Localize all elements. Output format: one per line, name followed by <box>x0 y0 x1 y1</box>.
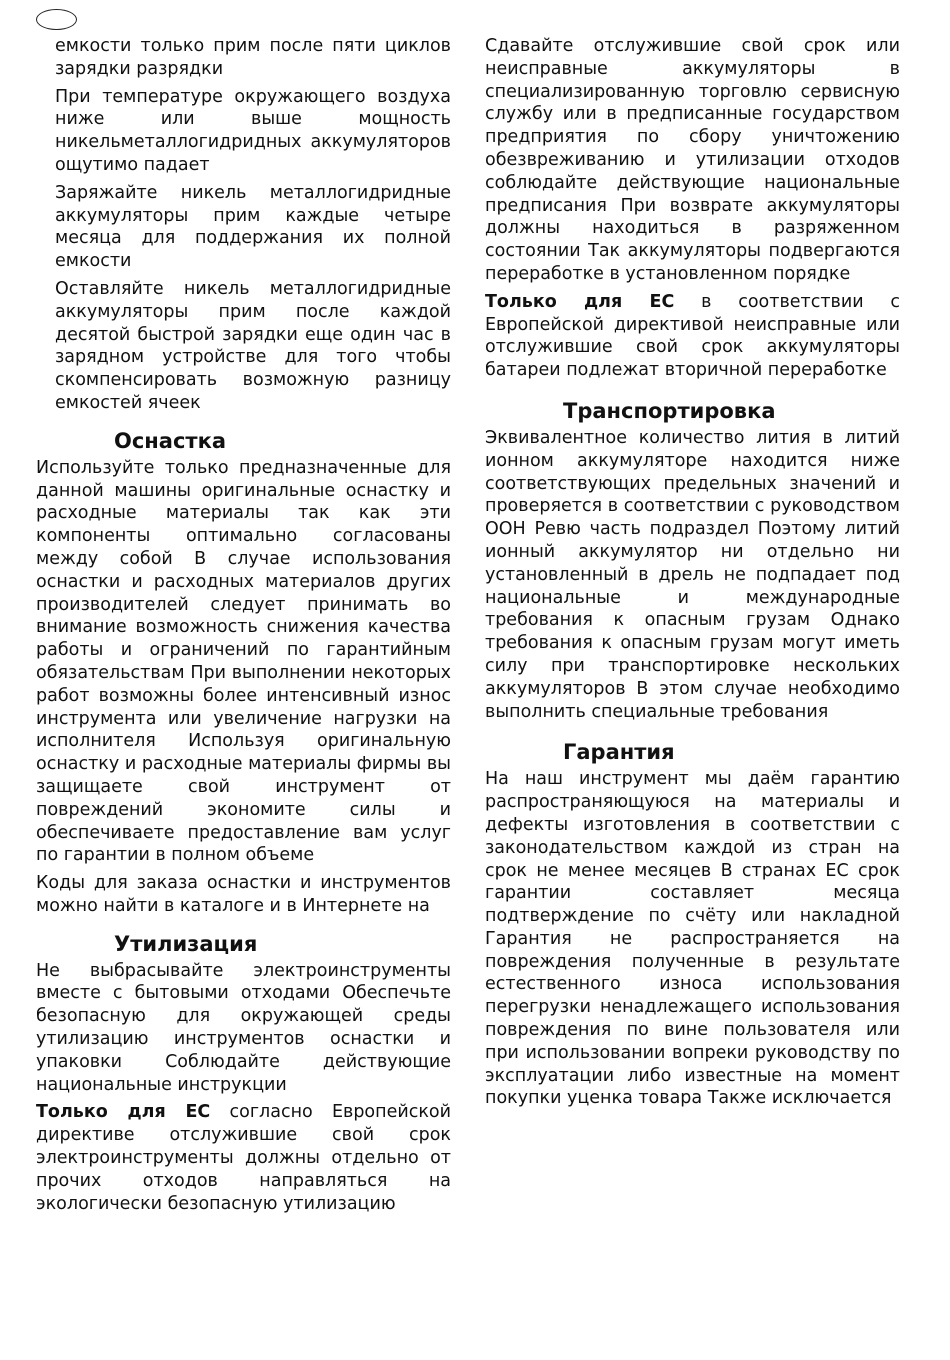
heading-warranty: Гарантия <box>563 740 675 765</box>
paragraph-accessories: Используйте только предназначенные для данной машины оригинальные оснастку и расходные материалы так как эти компоненты оптимально согласованы между собой В случае использования оснастки и расходных материалов других производителей следует принимать во внимание возможность снижения качества работы и ограничений по гарантийным обязательствам При выполнении некоторых работ возможны более интенсивный износ инструмента или увеличение нагрузки на исполнителя Используя оригинальную оснастку и расходные материалы фирмы вы защищаете свой инструмент от повреждений экономите силы и обеспечиваете предоставление вам услуг по гарантии в полном объеме <box>36 457 451 866</box>
left-column <box>36 35 451 1215</box>
paragraph-transport: Эквивалентное количество лития в литий ионном аккумуляторе находится ниже соответствующих предельных значений и проверяется в соответствии с руководством ООН Ревю часть подраздел Поэтому литий ионный аккумулятор ни отдельно ни установленный в дрель не подпадает под национальные и международные требования к опасным грузам Однако требования к опасным грузам могут иметь силу при транспортировке нескольких аккумуляторов В этом случае необходимо выполнить специальные требования <box>485 427 900 722</box>
paragraph-order-codes: Коды для заказа оснастки и инструментов можно найти в каталоге и в Интернете на <box>36 873 451 916</box>
eu-only-text-batteries: в соответствии с Европейской директивой неисправные или отслужившие свой срок аккумуляторы батареи подлежат вторичной переработке <box>485 291 900 381</box>
paragraph-disposal: Не выбрасывайте электроинструменты вместе с бытовыми отходами Обеспечьте безопасную для окружающей среды утилизацию инструментов оснастки и упаковки Соблюдайте действующие национальные инструкции <box>36 960 451 1095</box>
heading-transport: Транспортировка <box>563 398 776 423</box>
eu-only-label-batteries: Только для ЕС <box>485 291 675 312</box>
eu-only-text: согласно Европейской директиве отслужившие свой срок электроинструменты должны отдельно от прочих отходов направляться на экологически безопасную утилизацию <box>36 1102 451 1214</box>
paragraph-extra-hour: Оставляйте никель металлогидридные аккумуляторы прим после каждой десятой быстрой зарядки еще один час в зарядном устройстве для того чтобы скомпенсировать возможную разницу емкостей ячеек <box>55 278 451 413</box>
paragraph-temperature: При температуре окружающего воздуха ниже или выше мощность никельметаллогидридных аккумуляторов ощутимо падает <box>55 86 451 175</box>
eu-only-label: Только для ЕС <box>36 1102 211 1123</box>
paragraph-battery-return: Сдавайте отслужившие свой срок или неисправные аккумуляторы в специализированную торговлю сервисную службу или в предписанные государством предприятия по сбору уничтожению обезвреживанию и утилизации отходов соблюдайте действующие национальные предписания При возврате аккумуляторы должны находиться в разряженном состоянии Так аккумуляторы подвергаются переработке в установленном порядке <box>485 36 900 284</box>
language-badge-oval <box>36 9 77 30</box>
right-column <box>485 35 900 1110</box>
heading-disposal: Утилизация <box>114 931 258 956</box>
paragraph-charge-cycles: емкости только прим после пяти циклов зарядки разрядки <box>55 36 451 79</box>
heading-accessories: Оснастка <box>114 428 227 453</box>
paragraph-warranty: На наш инструмент мы даём гарантию распространяющуюся на материалы и дефекты изготовления в соответствии с законодательством каждой из стран на срок не менее месяцев В странах ЕС срок гарантии составляет месяца подтверждение по счёту или накладной Гарантия не распространяется на повреждения полученные в результате естественного износа использования перегрузки ненадлежащего использования повреждения по вине пользователя или при использовании вопреки руководству по эксплуатации либо известные на момент покупки уценка товара Также исключается <box>485 769 900 1109</box>
paragraph-recharge-months: Заряжайте никель металлогидридные аккумуляторы прим каждые четыре месяца для поддержания их полной емкости <box>55 182 451 272</box>
paragraph-eu-only-tools <box>36 1101 451 1215</box>
paragraph-eu-only-batteries <box>485 291 900 382</box>
